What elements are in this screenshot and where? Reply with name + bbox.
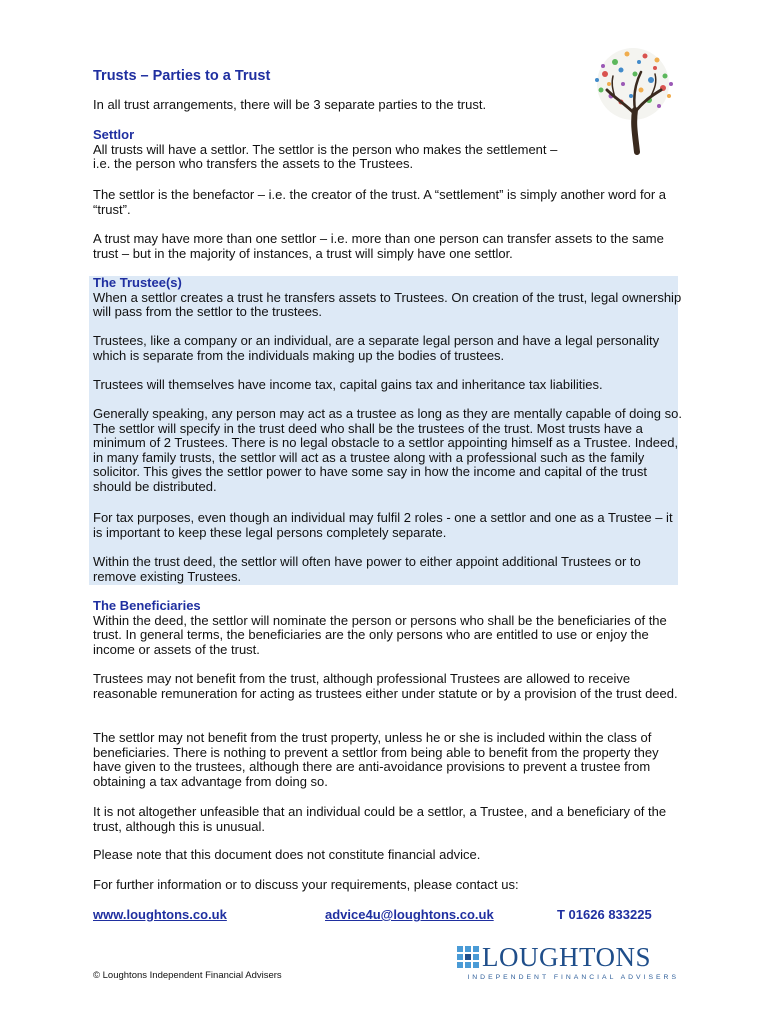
trustees-paragraph-1	[93, 276, 683, 320]
trustees-paragraph-3: Trustees will themselves have income tax, capital gains tax and inheritance tax liabilities.	[93, 377, 603, 392]
logo-tagline: INDEPENDENT FINANCIAL ADVISERS	[467, 974, 679, 981]
phone-number: T 01626 833225	[557, 907, 652, 922]
beneficiaries-paragraph-2: Trustees may not benefit from the trust, although professional Trustees are allowed to receive reasonable remuneration for acting as trustees either under statute or by a provision of the trust deed.	[93, 671, 678, 701]
email-link[interactable]: advice4u@loughtons.co.uk	[325, 907, 494, 922]
settlor-paragraph-1	[93, 128, 568, 172]
settlor-text-1: All trusts will have a settlor. The settlor is the person who makes the settlement – i.e. the person who transfers the assets to the Trustees.	[93, 141, 558, 172]
trustees-text-1: When a settlor creates a trust he transfers assets to Trustees. On creation of the trust, legal ownership will pass from the settlor to the trustees.	[93, 289, 682, 320]
beneficiaries-paragraph-3: The settlor may not benefit from the trust property, unless he or she is included within the class of beneficiaries. There is nothing to prevent a settlor from being able to benefit from the property they have given to the trustees, although there are anti-avoidance provisions to prevent a trustee from obtaining a tax advantage from doing so.	[93, 730, 659, 789]
beneficiaries-paragraph-1	[93, 599, 683, 657]
settlor-heading: Settlor	[93, 127, 135, 142]
trustees-paragraph-5: For tax purposes, even though an individual may fulfil 2 roles - one a settlor and one as a Trustee – it is important to keep these legal persons completely separate.	[93, 510, 673, 540]
beneficiaries-text-1: Within the deed, the settlor will nominate the person or persons who shall be the beneficiaries of the trust. In general terms, the beneficiaries are the only persons who are entitled to use or enjoy the income or assets of the trust.	[93, 612, 667, 657]
website-link[interactable]: www.loughtons.co.uk	[93, 907, 227, 922]
footer-copyright: © Loughtons Independent Financial Advisers	[93, 970, 282, 981]
settlor-paragraph-2: The settlor is the benefactor – i.e. the creator of the trust. A “settlement” is simply another word for a “trust”.	[93, 187, 666, 217]
company-logo	[457, 942, 679, 984]
trustees-heading: The Trustee(s)	[93, 275, 182, 290]
intro-text: In all trust arrangements, there will be 3 separate parties to the trust.	[93, 97, 487, 112]
trustees-paragraph-2: Trustees, like a company or an individual, are a separate legal person and have a legal personality which is separate from the individuals making up the bodies of trustees.	[93, 333, 660, 363]
page-title: Trusts – Parties to a Trust	[93, 68, 271, 84]
logo-grid-icon	[457, 946, 479, 968]
logo-name: LOUGHTONS	[482, 942, 652, 972]
trustees-paragraph-6: Within the trust deed, the settlor will often have power to either appoint additional Trustees or to remove existing Trustees.	[93, 554, 641, 584]
contact-links	[93, 907, 683, 923]
trustees-paragraph-4: Generally speaking, any person may act as a trustee as long as they are mentally capable of doing so. The settlor will specify in the trust deed who shall be the trustees of the trust. Most trusts have a minimum of 2 Trustees. There is no legal obstacle to a settlor appointing himself as a Trustee. Indeed, in many family trusts, the settlor will act as a trustee along with a professional such as the family solicitor. This gives the settlor power to have some say in how the income and capital of the trust should be distributed.	[93, 406, 682, 494]
beneficiaries-paragraph-4: It is not altogether unfeasible that an individual could be a settlor, a Trustee, and a beneficiary of the trust, although this is unusual.	[93, 804, 667, 834]
contact-intro-text: For further information or to discuss your requirements, please contact us:	[93, 877, 519, 892]
settlor-paragraph-3: A trust may have more than one settlor – i.e. more than one person can transfer assets to the same trust – but in the majority of instances, a trust will simply have one settlor.	[93, 231, 664, 261]
disclaimer-text: Please note that this document does not constitute financial advice.	[93, 847, 481, 862]
beneficiaries-heading: The Beneficiaries	[93, 598, 201, 613]
